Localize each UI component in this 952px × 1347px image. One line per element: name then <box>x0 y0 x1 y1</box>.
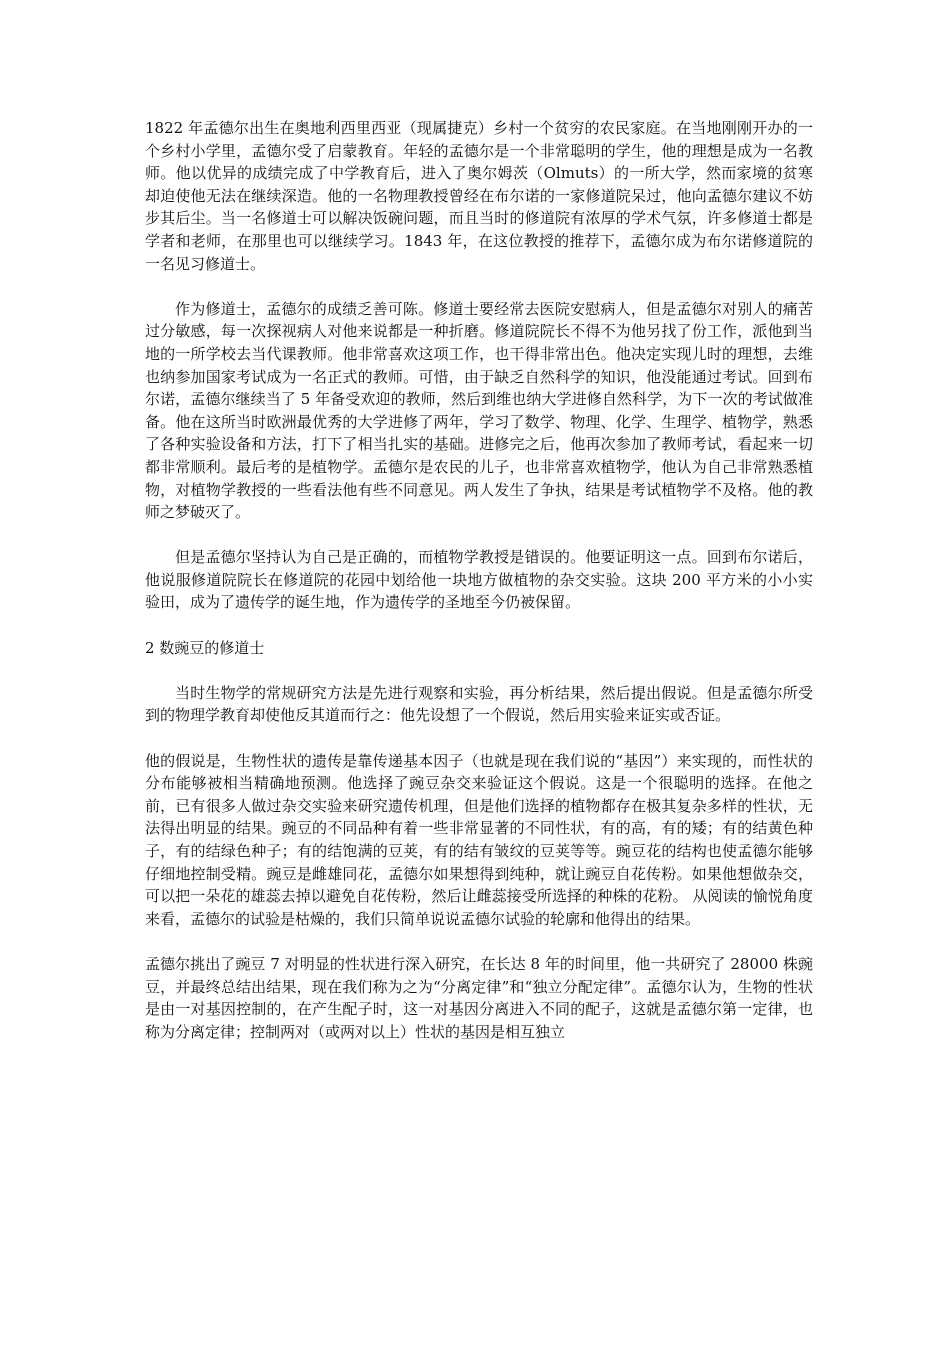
paragraph-method: 当时生物学的常规研究方法是先进行观察和实验，再分析结果，然后提出假说。但是孟德尔所受到的物理学教育却使他反其道而行之：他先设想了一个假说，然后用实验来证实或否证。 <box>145 683 813 725</box>
paragraph-hypothesis: 他的假说是，生物性状的遗传是靠传递基本因子（也就是现在我们说的“基因”）来实现的，而性状的分布能够被相当精确地预测。他选择了豌豆杂交来验证这个假说。这是一个很聪明的选择。在他之前，已有很多人做过杂交实验来研究遗传机理，但是他们选择的植物都存在极其复杂多样的性状，无法得出明显的结果。豌豆的不同品种有着一些非常显著的不同性状，有的高，有的矮；有的结黄色种子，有的结绿色种子；有的结饱满的豆荚，有的结有皱纹的豆荚等等。豌豆花的结构也使孟德尔能够仔细地控制受精。豌豆是雌雄同花，孟德尔如果想得到纯种，就让豌豆自花传粉。如果他想做杂交，可以把一朵花的雄蕊去掉以避免自花传粉，然后让雌蕊接受所选择的种株的花粉。 从阅读的愉悦角度来看，孟德尔的试验是枯燥的，我们只简单说说孟德尔试验的轮廓和他得出的结果。 <box>145 751 813 928</box>
paragraph-monk-career: 作为修道士，孟德尔的成绩乏善可陈。修道士要经常去医院安慰病人，但是孟德尔对别人的痛苦过分敏感，每一次探视病人对他来说都是一种折磨。修道院院长不得不为他另找了份工作，派他到当地的一所学校去当代课教师。他非常喜欢这项工作，也干得非常出色。他决定实现儿时的理想，去维也纳参加国家考试成为一名正式的教师。可惜，由于缺乏自然科学的知识，他没能通过考试。回到布尔诺，孟德尔继续当了 5 年备受欢迎的教师，然后到维也纳大学进修自然科学，为下一次的考试做准备。他在这所当时欧洲最优秀的大学进修了两年，学习了数学、物理、化学、生理学、植物学，熟悉了各种实验设备和方法，打下了相当扎实的基础。进修完之后，他再次参加了教师考试，看起来一切都非常顺利。最后考的是植物学。孟德尔是农民的儿子，也非常喜欢植物学，他认为自己非常熟悉植物，对植物学教授的一些看法他有些不同意见。两人发生了争执，结果是考试植物学不及格。他的教师之梦破灭了。 <box>145 299 813 522</box>
section-heading: 2 数豌豆的修道士 <box>145 638 265 657</box>
paragraph-experiment-garden: 但是孟德尔坚持认为自己是正确的，而植物学教授是错误的。他要证明这一点。回到布尔诺后，他说服修道院院长在修道院的花园中划给他一块地方做植物的杂交实验。这块 200 平方米的小小实验田，成为了遗传学的诞生地，作为遗传学的圣地至今仍被保留。 <box>145 548 813 612</box>
document-body <box>145 117 813 1066</box>
paragraph-laws: 孟德尔挑出了豌豆 7 对明显的性状进行深入研究，在长达 8 年的时间里，他一共研究了 28000 株豌豆，并最终总结出结果，现在我们称为之为“分离定律”和“独立分配定律”。孟德尔认为，生物的性状是由一对基因控制的，在产生配子时，这一对基因分离进入不同的配子，这就是孟德尔第一定律，也称为分离定律；控制两对（或两对以上）性状的基因是相互独立 <box>145 954 813 1041</box>
paragraph-birth: 1822 年孟德尔出生在奥地利西里西亚（现属捷克）乡村一个贫穷的农民家庭。在当地刚刚开办的一个乡村小学里，孟德尔受了启蒙教育。年轻的孟德尔是一个非常聪明的学生，他的理想是成为一名教师。他以优异的成绩完成了中学教育后，进入了奥尔姆茨（Olmuts）的一所大学，然而家境的贫寒却迫使他无法在继续深造。他的一名物理教授曾经在布尔诺的一家修道院呆过，他向孟德尔建议不妨步其后尘。当一名修道士可以解决饭碗问题，而且当时的修道院有浓厚的学术气氛，许多修道士都是学者和老师，在那里也可以继续学习。1843 年，在这位教授的推荐下，孟德尔成为布尔诺修道院的一名见习修道士。 <box>145 119 813 273</box>
